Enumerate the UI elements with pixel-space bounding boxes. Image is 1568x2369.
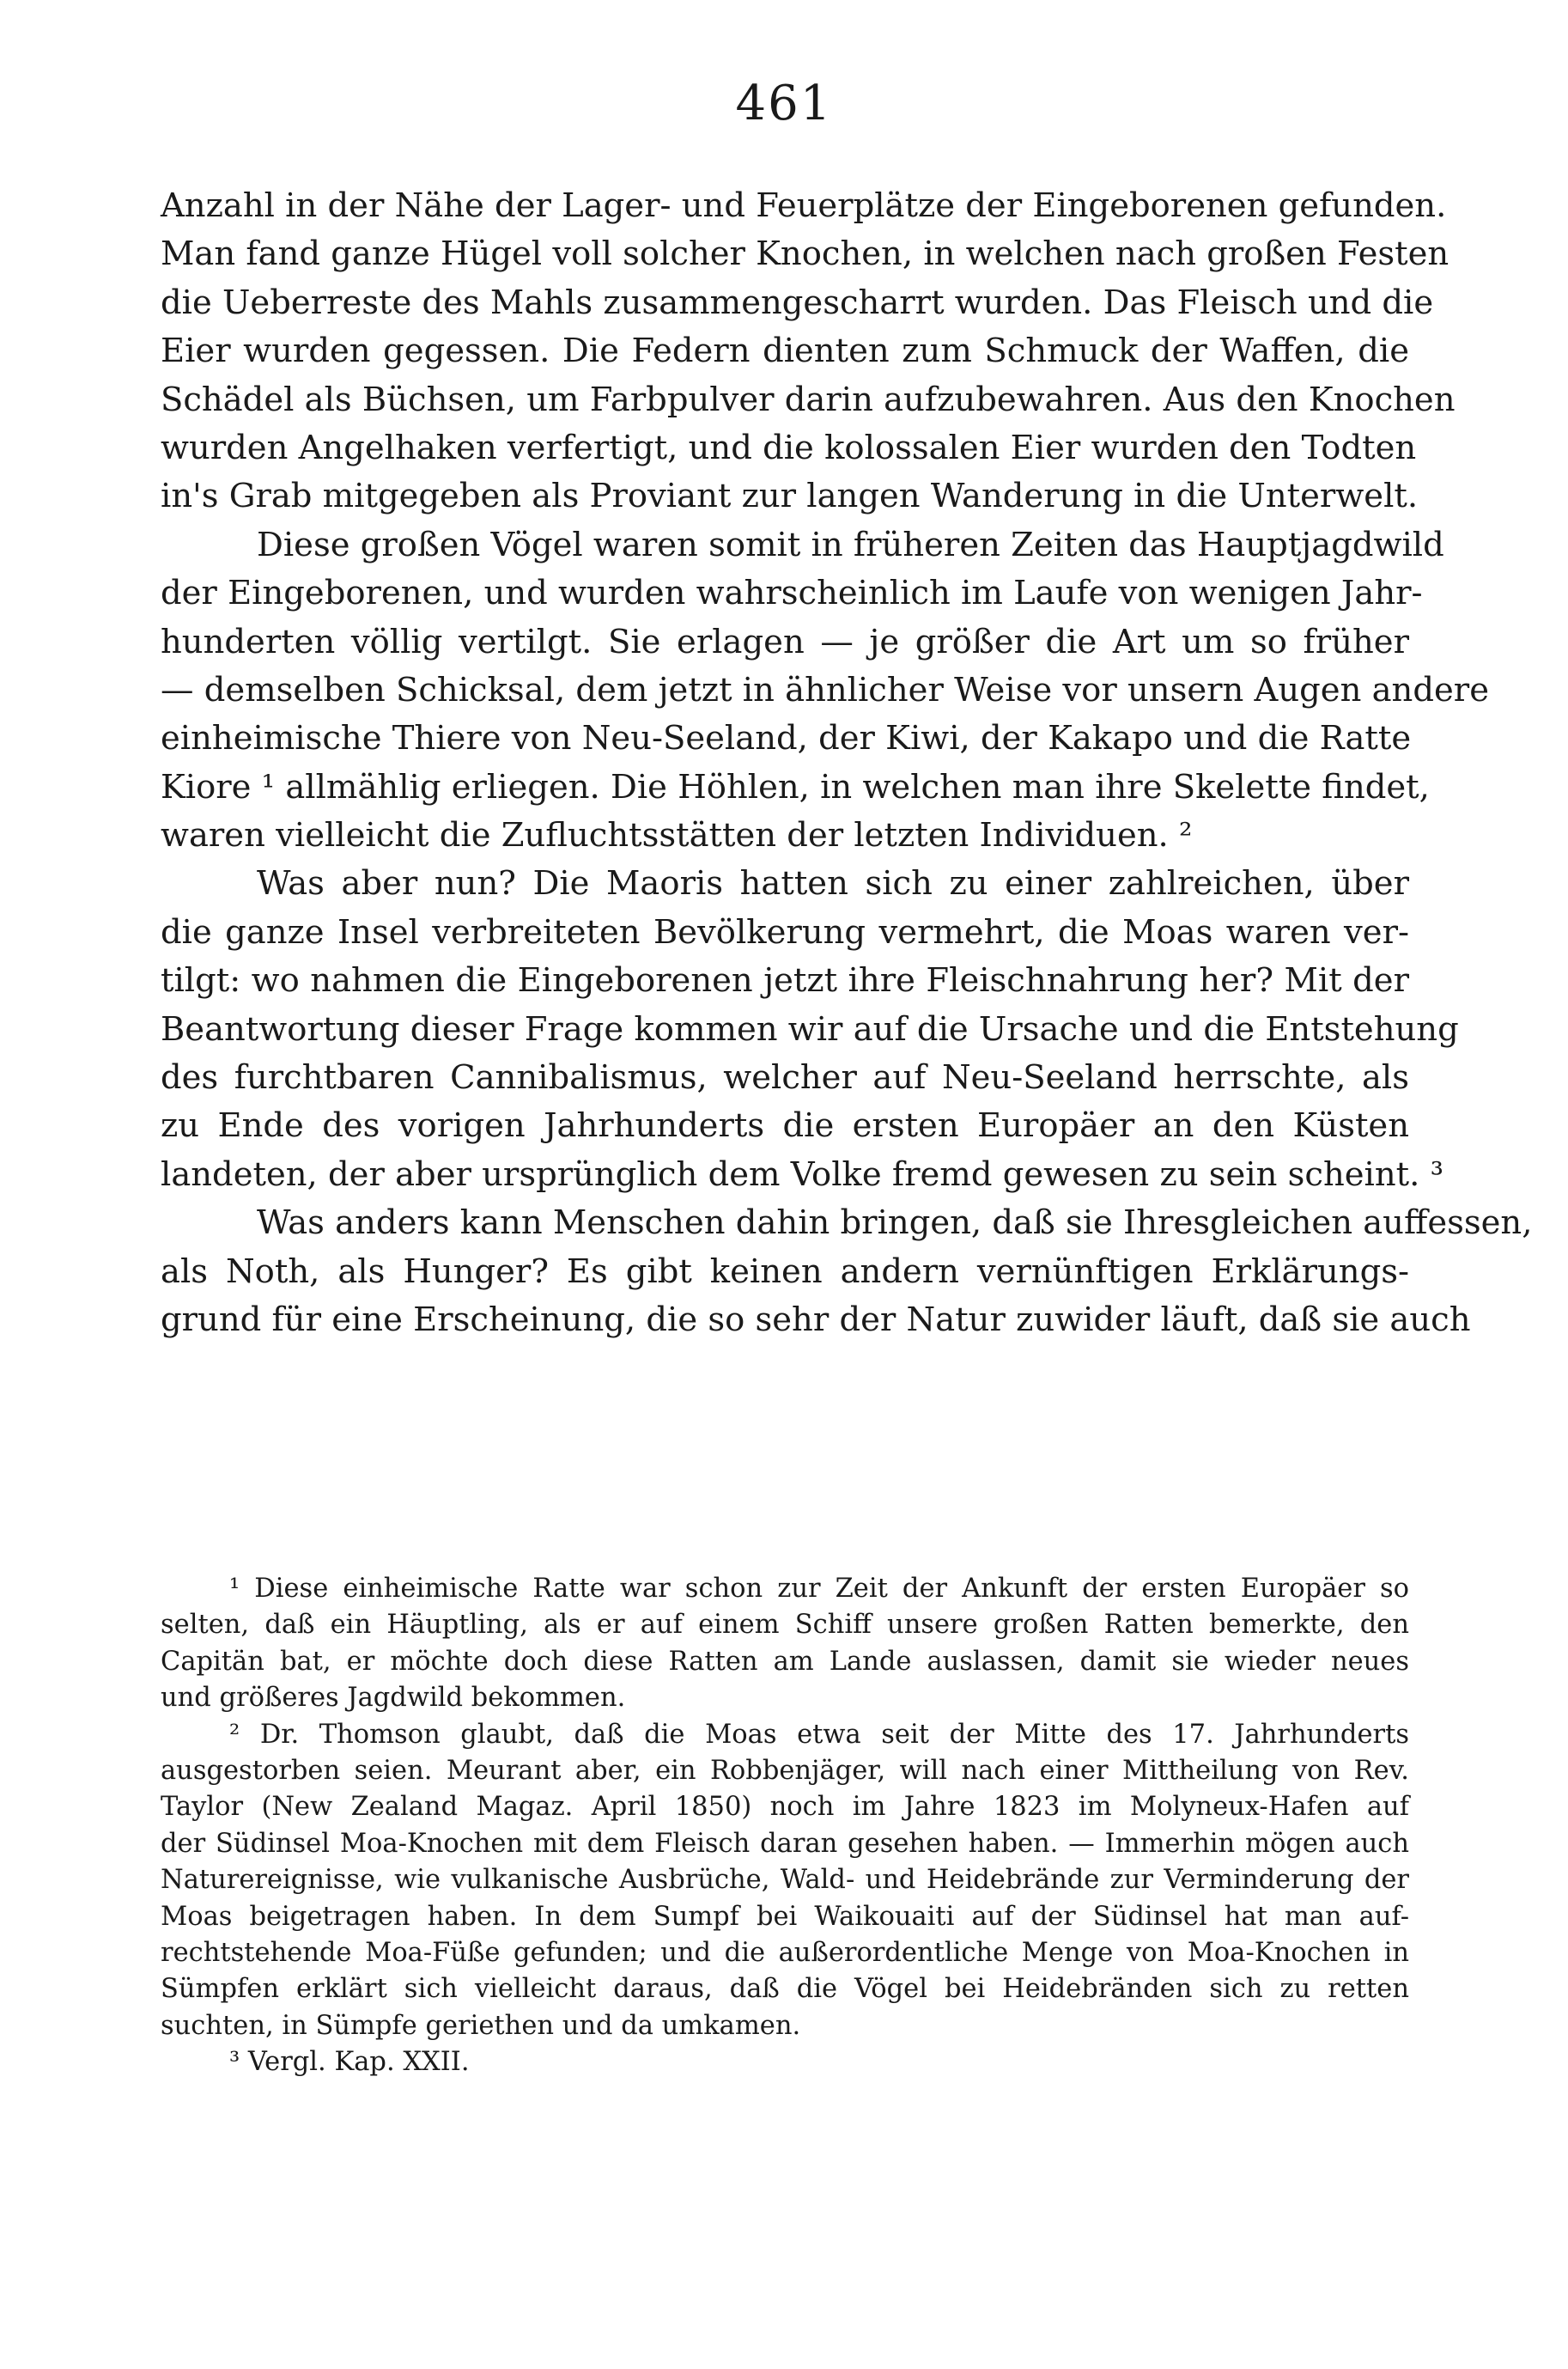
footnote-line: ² Dr. Thomson glaubt, daß die Moas etwa seit der Mitte des 17. Jahrhunderts [229, 1719, 1409, 1750]
text-line: Beantwortung dieser Frage kommen wir auf die Ursache und die Entstehung [161, 1009, 1459, 1049]
body-text [161, 182, 1533, 1344]
footnote-line: ausgestorben seien. Meurant aber, ein Robbenjäger, will nach einer Mittheilung von Rev. [161, 1755, 1409, 1786]
text-line: des furchtbaren Cannibalismus, welcher auf Neu-Seeland herrschte, als [161, 1058, 1409, 1098]
footnote-line: Taylor (New Zealand Magaz. April 1850) noch im Jahre 1823 im Molyneux-Hafen auf [161, 1792, 1409, 1823]
text-line: die ganze Insel verbreiteten Bevölkerung vermehrt, die Moas waren ver- [161, 912, 1409, 952]
footnote-line: Sümpfen erklärt sich vielleicht daraus, daß die Vögel bei Heidebränden sich zu retten [161, 1974, 1409, 2005]
text-line: als Noth, als Hunger? Es gibt keinen andern vernünftigen Erklärungs- [161, 1251, 1409, 1291]
text-line: waren vielleicht die Zufluchtsstätten der letzten Individuen. ² [161, 816, 1193, 856]
page-number: 461 [735, 76, 833, 131]
text-line: tilgt: wo nahmen die Eingeborenen jetzt ihre Fleischnahrung her? Mit der [161, 961, 1409, 1001]
text-line: die Ueberreste des Mahls zusammengescharrt wurden. Das Fleisch und die [161, 283, 1434, 322]
text-line: landeten, der aber ursprünglich dem Volke fremd gewesen zu sein scheint. ³ [161, 1154, 1444, 1194]
text-line: grund für eine Erscheinung, die so sehr der Natur zuwider läuft, daß sie auch [161, 1300, 1471, 1339]
text-line: Schädel als Büchsen, um Farbpulver darin aufzubewahren. Aus den Knochen [161, 380, 1456, 419]
text-line: Diese großen Vögel waren somit in früheren Zeiten das Hauptjagdwild [257, 525, 1444, 564]
text-line: Kiore ¹ allmählig erliegen. Die Höhlen, in welchen man ihre Skelette findet, [161, 767, 1430, 807]
footnote-line: ¹ Diese einheimische Ratte war schon zur Zeit der Ankunft der ersten Europäer so [229, 1574, 1409, 1604]
text-line: Was anders kann Menschen dahin bringen, daß sie Ihresgleichen auffessen, [257, 1203, 1533, 1243]
text-line: Was aber nun? Die Maoris hatten sich zu einer zahlreichen, über [257, 864, 1409, 904]
text-line: Eier wurden gegessen. Die Federn dienten zum Schmuck der Waffen, die [161, 332, 1409, 371]
footnote-line: suchten, in Sümpfe geriethen und da umkamen. [161, 2010, 801, 2041]
text-line: hunderten völlig vertilgt. Sie erlagen — je größer die Art um so früher [161, 622, 1409, 661]
footnote-line: ³ Vergl. Kap. XXII. [229, 2047, 470, 2078]
footnote-line: der Südinsel Moa-Knochen mit dem Fleisch daran gesehen haben. — Immerhin mögen auch [161, 1828, 1409, 1859]
footnote-line: Moas beigetragen haben. In dem Sumpf bei Waikouaiti auf der Südinsel hat man auf- [161, 1901, 1409, 1932]
text-line: Man fand ganze Hügel voll solcher Knochen, in welchen nach großen Festen [161, 234, 1449, 274]
text-line: Anzahl in der Nähe der Lager- und Feuerplätze der Eingeborenen gefunden. [161, 186, 1447, 225]
text-line: wurden Angelhaken verfertigt, und die kolossalen Eier wurden den Todten [161, 428, 1417, 467]
footnote-line: Naturereignisse, wie vulkanische Ausbrüche, Wald- und Heidebrände zur Verminderung der [161, 1865, 1409, 1896]
footnote-line: Capitän bat, er möchte doch diese Ratten am Lande auslassen, damit sie wieder neues [161, 1646, 1409, 1677]
text-line: der Eingeborenen, und wurden wahrscheinlich im Laufe von wenigen Jahr- [161, 574, 1423, 613]
text-line: in's Grab mitgegeben als Proviant zur langen Wanderung in die Unterwelt. [161, 477, 1419, 516]
footnotes [161, 1571, 1409, 2080]
text-line: — demselben Schicksal, dem jetzt in ähnlicher Weise vor unsern Augen andere [161, 670, 1489, 709]
text-line: zu Ende des vorigen Jahrhunderts die ersten Europäer an den Küsten [161, 1106, 1409, 1146]
footnote-line: rechtstehende Moa-Füße gefunden; und die außerordentliche Menge von Moa-Knochen in [161, 1937, 1409, 1968]
text-line: einheimische Thiere von Neu-Seeland, der Kiwi, der Kakapo und die Ratte [161, 719, 1412, 758]
footnote-line: selten, daß ein Häuptling, als er auf einem Schiff unsere großen Ratten bemerkte, den [161, 1610, 1409, 1641]
footnote-line: und größeres Jagdwild bekommen. [161, 1683, 626, 1714]
